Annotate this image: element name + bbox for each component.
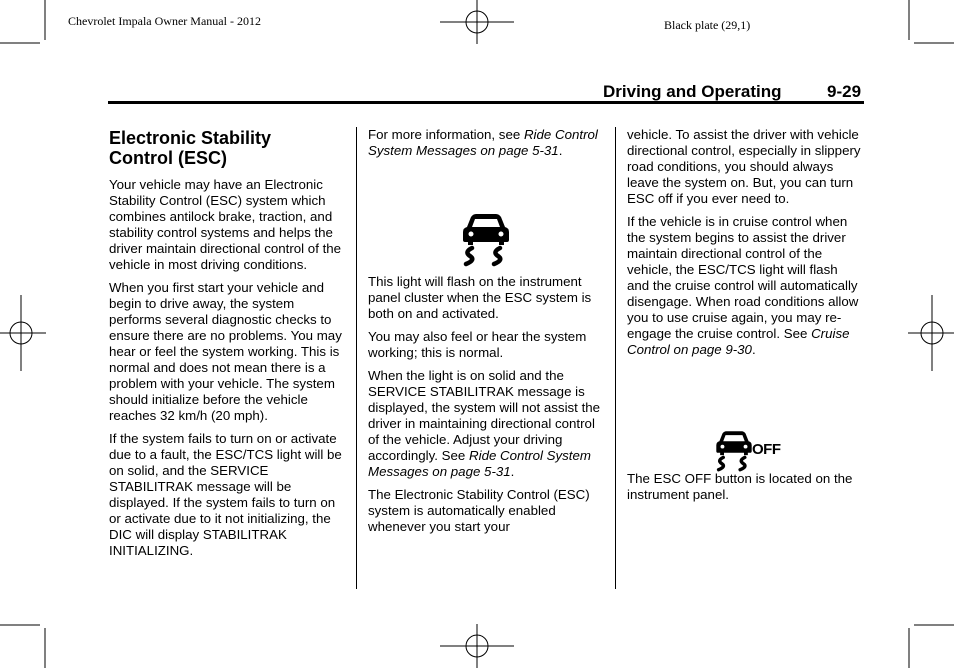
esc-skidding-car-icon — [460, 214, 512, 268]
paragraph: If the system fails to turn on or activate due to a fault, the ESC/TCS light will be on solid, and the SERVICE STABILITRAK message will be displayed. If the system fails to turn on or activate due to it not initializing, the DIC will display STABILITRAK INITIALIZING. — [109, 431, 342, 558]
paragraph — [627, 214, 863, 358]
paragraph: This light will flash on the instrument panel cluster when the ESC system is both on and activated. — [368, 274, 592, 321]
crosshair-registration-icon — [440, 0, 514, 50]
article-title — [109, 128, 349, 168]
paragraph-text: For more information, see — [368, 127, 524, 142]
crosshair-registration-icon — [908, 295, 954, 371]
paragraph-text: When the light is on solid and the SERVICE STABILITRAK message is displayed, the system will not assist the driver in maintaining directional control of the vehicle. Adjust your driving accordingly. See — [368, 368, 601, 463]
article-title-line1: Electronic Stability — [109, 128, 272, 148]
esc-off-icon — [714, 428, 781, 476]
crosshair-registration-icon — [0, 295, 46, 371]
off-label: OFF — [752, 441, 781, 458]
cross-reference-link[interactable]: Ride Control System Messages on page 5-31 — [368, 127, 598, 158]
column-1 — [109, 177, 349, 566]
column-divider — [615, 127, 616, 589]
column-2 — [368, 127, 608, 542]
paragraph: The ESC OFF button is located on the instrument panel. — [627, 471, 853, 502]
paragraph-end: . — [751, 342, 756, 357]
paragraph-text: If the vehicle is in cruise control when the system begins to assist the driver maintain directional control of the vehicle, the ESC/TCS light will flash and the cruise control will automatically disengage. When road conditions allow you to use cruise again, you may re-engage the cruise control. See — [627, 214, 859, 341]
paragraph: vehicle. To assist the driver with vehicle directional control, especially in slippery road conditions, you should always leave the system on. But, you can turn ESC off if you ever need to. — [627, 127, 861, 206]
paragraph — [368, 127, 608, 159]
paragraph: When you first start your vehicle and begin to drive away, the system performs several diagnostic checks to ensure there are no problems. You may hear or feel the system working. This is normal and does not mean there is a problem with your vehicle. The system should initialize before the vehicle reaches 32 km/h (20 mph). — [109, 280, 342, 423]
esc-skidding-car-icon — [714, 428, 754, 476]
paragraph-end: . — [510, 464, 515, 479]
article-title-line2: Control (ESC) — [109, 148, 227, 168]
cross-reference-link[interactable]: Ride Control System Messages on page 5-31 — [368, 448, 591, 479]
paragraph — [368, 368, 608, 480]
section-title: Driving and Operating — [603, 82, 782, 101]
column-divider — [356, 127, 357, 589]
paragraph: You may also feel or hear the system working; this is normal. — [368, 329, 587, 360]
paragraph: Your vehicle may have an Electronic Stability Control (ESC) system which combines antilock brake, traction, and stability control systems and helps the driver maintain directional control of the vehicle in most driving conditions. — [109, 177, 342, 272]
crosshair-registration-icon — [440, 620, 514, 668]
section-rule — [108, 101, 864, 104]
manual-title: Chevrolet Impala Owner Manual - 2012 — [68, 14, 261, 28]
page-number: 9-29 — [827, 82, 862, 101]
paragraph: The Electronic Stability Control (ESC) system is automatically enabled whenever you start your — [368, 487, 590, 534]
plate-label: Black plate (29,1) — [664, 18, 751, 32]
paragraph-end: . — [558, 143, 563, 158]
cross-reference-link[interactable]: Cruise Control on page 9-30 — [627, 326, 850, 357]
